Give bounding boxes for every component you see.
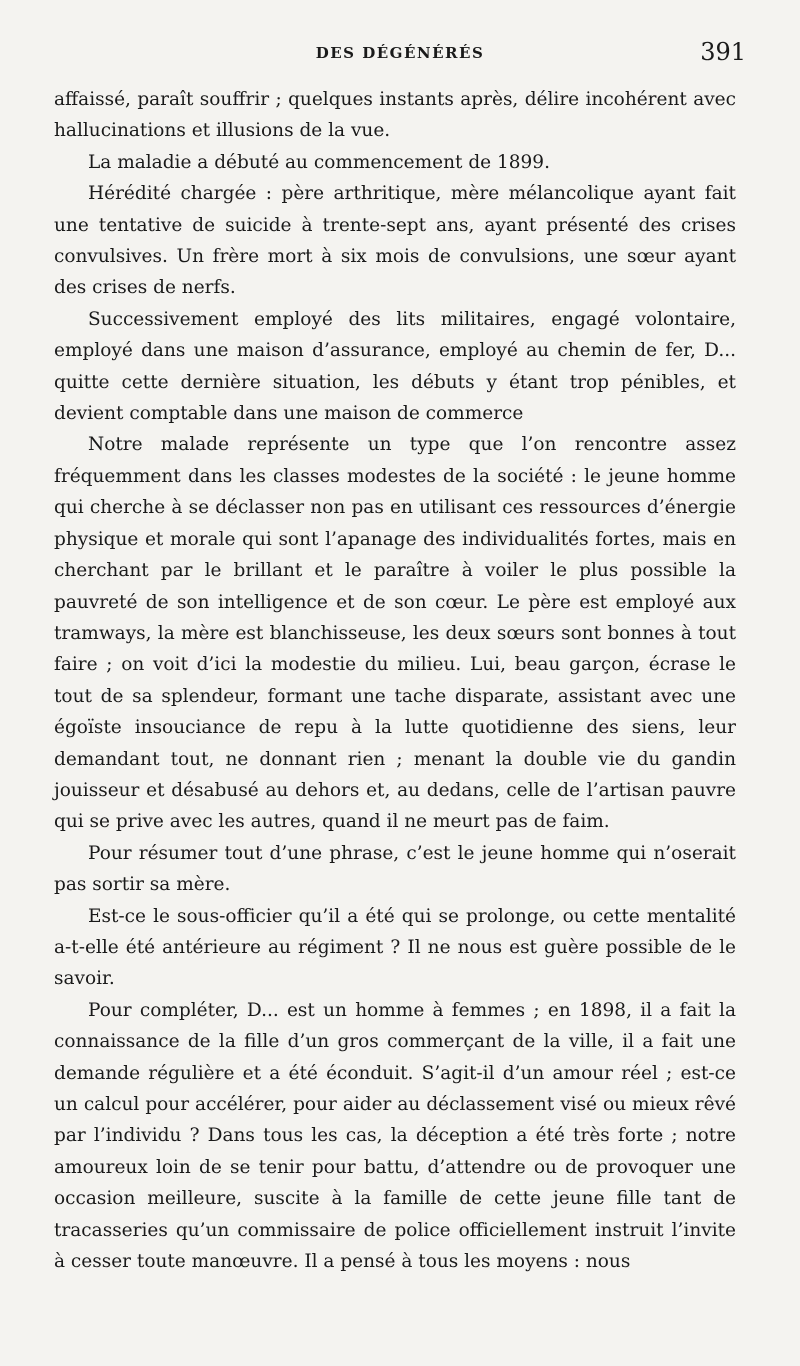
paragraph: Pour compléter, D... est un homme à femmes ; en 1898, il a fait la connaissance de la fille d’un gros commerçant de la ville, il a fait une demande régulière et a été éconduit. S’agit-il d’un amour réel ; est-ce un calcul pour accélérer, pour aider au déclassement visé ou mieux rêvé par l’individu ? Dans tous les cas, la déception a été très forte ; notre amoureux loin de se tenir pour battu, d’attendre ou de provoquer une occasion meilleure, suscite à la famille de cette jeune fille tant de tracasseries qu’un commissaire de police officiellement instruit l’invite à cesser toute manœuvre. Il a pensé à tous les moyens : nous bbox=[54, 999, 736, 1273]
paragraph: affaissé, paraît souffrir ; quelques instants après, délire incohérent avec hallucinations et illusions de la vue. bbox=[54, 89, 736, 142]
paragraph: La maladie a débuté au commencement de 1899. bbox=[88, 151, 550, 173]
page-number: 391 bbox=[700, 38, 746, 66]
page-body bbox=[54, 84, 736, 1277]
paragraph: Hérédité chargée : père arthritique, mère mélancolique ayant fait une tentative de suicide à trente-sept ans, ayant présenté des crises convulsives. Un frère mort à six mois de convulsions, une sœur ayant des crises de nerfs. bbox=[54, 183, 736, 299]
paragraph: Notre malade représente un type que l’on rencontre assez fréquemment dans les classes modestes de la société : le jeune homme qui cherche à se déclasser non pas en utilisant ces ressources d’énergie physique et morale qui sont l’apanage des individualités fortes, mais en cherchant par le brillant et le paraître à voiler le plus possible la pauvreté de son intelligence et de son cœur. Le père est employé aux tramways, la mère est blanchisseuse, les deux sœurs sont bonnes à tout faire ; on voit d’ici la modestie du milieu. Lui, beau garçon, écrase le tout de sa splendeur, formant une tache disparate, assistant avec une égoïste insouciance de repu à la lutte quotidienne des siens, leur demandant tout, ne donnant rien ; menant la double vie du gandin jouisseur et désabusé au dehors et, au dedans, celle de l’artisan pauvre qui se prive avec les autres, quand il ne meurt pas de faim. bbox=[54, 434, 736, 833]
paragraph: Pour résumer tout d’une phrase, c’est le jeune homme qui n’oserait pas sortir sa mère. bbox=[54, 842, 736, 896]
page-header bbox=[54, 38, 746, 78]
paragraph: Successivement employé des lits militaires, engagé volontaire, employé dans une maison d’assurance, employé au chemin de fer, D... quitte cette dernière situation, les débuts y étant trop pénibles, et devient comptable dans une maison de commerce bbox=[54, 308, 736, 425]
running-head: DES DÉGÉNÉRÉS bbox=[315, 44, 485, 62]
paragraph: Est-ce le sous-officier qu’il a été qui se prolonge, ou cette mentalité a-t-elle été antérieure au régiment ? Il ne nous est guère possible de le savoir. bbox=[54, 905, 736, 990]
